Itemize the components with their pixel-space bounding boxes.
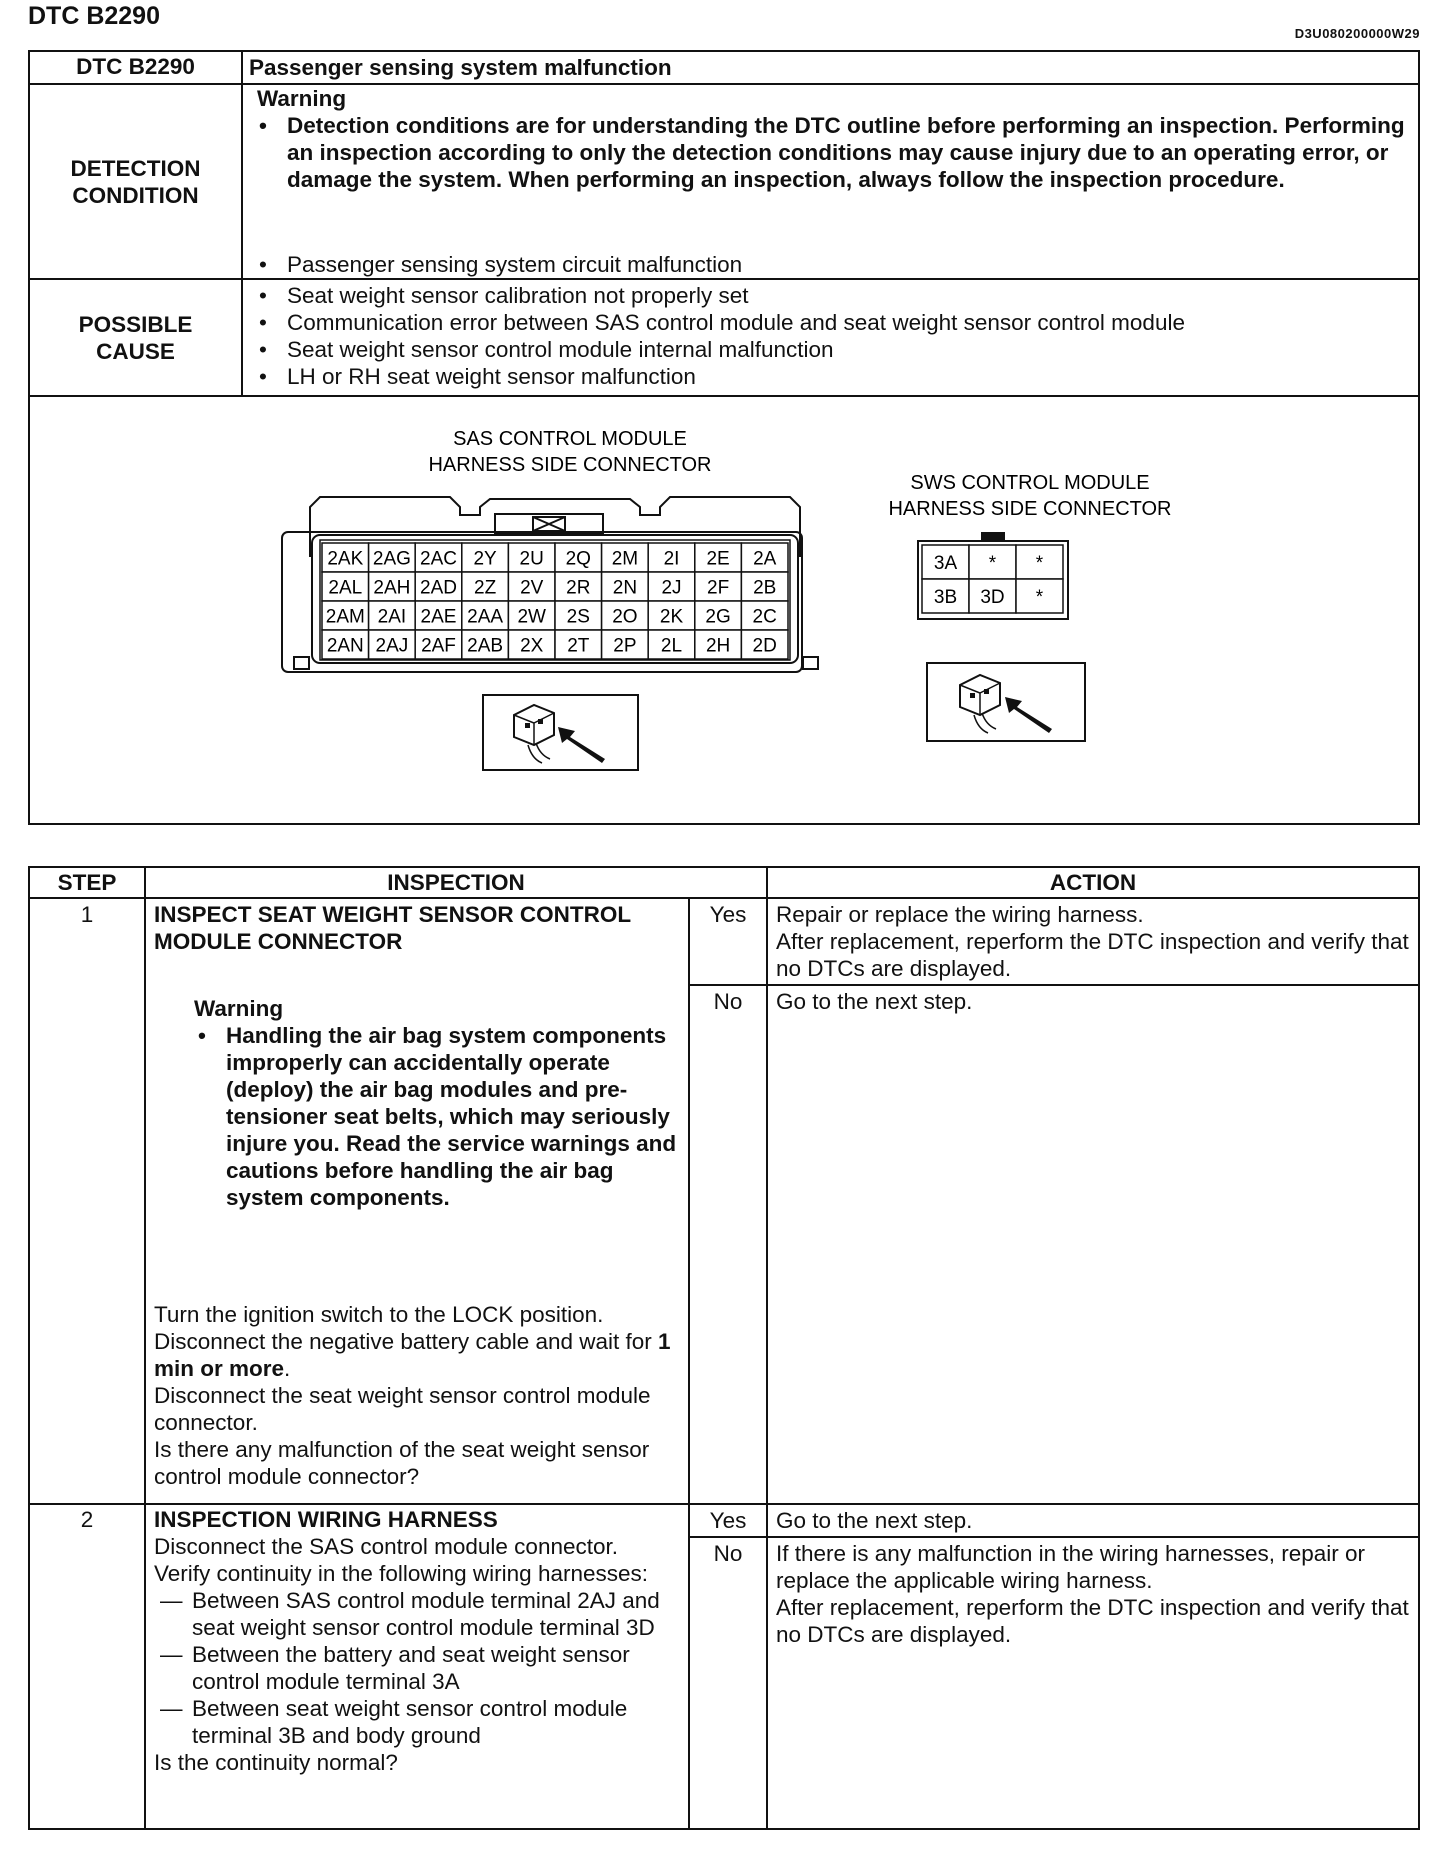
sws-title-line2: HARNESS SIDE CONNECTOR [888, 498, 1172, 520]
connector-diagram-cell [29, 396, 1419, 824]
sas-terminal-label: 2X [520, 635, 544, 657]
step2-title: INSPECTION WIRING HARNESS [154, 1507, 498, 1532]
detection-item: • Passenger sensing system circuit malfunction [287, 251, 742, 278]
col-header-inspection: INSPECTION [145, 867, 767, 898]
sas-terminal-label: 2B [753, 577, 777, 599]
cause-item: • Communication error between SAS control module and seat weight sensor control module [287, 309, 1410, 336]
sas-terminal-label: 2AF [421, 635, 456, 657]
cause-item: • Seat weight sensor control module internal malfunction [287, 336, 1410, 363]
sws-terminal-grid [922, 545, 1063, 613]
connector-diagram [30, 397, 1418, 821]
dtc-code-cell: DTC B2290 [29, 51, 242, 84]
step2-no-label: No [689, 1537, 767, 1829]
sas-terminal-grid [322, 543, 788, 659]
sas-terminal-label: 2AK [327, 548, 364, 570]
sas-terminal-label: 2J [661, 577, 682, 599]
step2-number: 2 [29, 1504, 145, 1829]
step2-body-1: Disconnect the SAS control module connector. [154, 1534, 619, 1559]
sas-terminal-label: 2M [611, 548, 639, 570]
sas-terminal-label: 2AE [420, 606, 457, 628]
step1-warning-title: Warning [194, 996, 284, 1021]
sas-terminal-label: 2AN [326, 635, 364, 657]
step1-title: INSPECT SEAT WEIGHT SENSOR CONTROL MODULE CONNECTOR [154, 902, 631, 954]
sas-terminal-label: 2K [659, 606, 684, 628]
sas-terminal-label: 2S [566, 606, 590, 628]
sas-terminal-label: 2AM [325, 606, 365, 628]
cause-label-line2: CAUSE [96, 338, 175, 364]
sws-terminal-label: 3D [980, 586, 1005, 608]
sws-terminal-label: 3A [933, 552, 958, 574]
possible-cause-cell [242, 279, 1419, 396]
sas-terminal-label: 2AL [328, 577, 363, 599]
possible-cause-list [257, 282, 1410, 390]
step2-yes-action: Go to the next step. [767, 1504, 1419, 1537]
sas-terminal-label: 2Z [474, 577, 497, 599]
step1-body-1: Turn the ignition switch to the LOCK position. [154, 1302, 604, 1327]
step1-warning-text: • Handling the air bag system components improperly can accidentally operate (deploy) the air bag modules and pre-tensioner seat belts, which may seriously injure you. Read the service warnings and cautions before handling the air bag system components. [226, 1022, 680, 1211]
page-title: DTC B2290 [28, 2, 160, 30]
document-code: D3U080200000W29 [1294, 26, 1420, 41]
col-header-step: STEP [29, 867, 145, 898]
step2-harness-item: — Between SAS control module terminal 2AJ and seat weight sensor control module terminal 3D [154, 1587, 680, 1641]
sas-terminal-label: 2E [706, 548, 730, 570]
sws-terminal-label: 3B [933, 586, 958, 608]
sas-terminal-label: 2T [567, 635, 590, 657]
sas-terminal-label: 2N [612, 577, 638, 599]
detection-item-list [257, 251, 742, 278]
sws-terminal-label: * [1035, 586, 1044, 608]
sas-terminal-label: 2AJ [375, 635, 409, 657]
sws-view-direction-icon [927, 663, 1085, 741]
sas-terminal-label: 2G [705, 606, 731, 628]
inspection-steps-table [28, 866, 1420, 1830]
step2-inspection-cell [145, 1504, 689, 1829]
sas-terminal-label: 2AA [467, 606, 504, 628]
detection-condition-cell [242, 84, 1419, 279]
sws-terminal-label: * [988, 552, 997, 574]
sas-terminal-label: 2D [752, 635, 777, 657]
step2-body-2: Verify continuity in the following wiring harnesses: [154, 1561, 649, 1586]
sas-title-line2: HARNESS SIDE CONNECTOR [428, 454, 712, 476]
detection-label-line2: CONDITION [72, 182, 199, 208]
sas-terminal-label: 2P [613, 635, 637, 657]
detection-label-line1: DETECTION [70, 155, 201, 181]
col-header-action: ACTION [767, 867, 1419, 898]
sas-terminal-label: 2F [707, 577, 730, 599]
step2-no-action: If there is any malfunction in the wiring harnesses, repair or replace the applicable wiring harness. After replacement, reperform the DTC inspection and verify that no DTCs are displayed. [767, 1537, 1419, 1829]
dtc-description: Passenger sensing system malfunction [242, 51, 1419, 84]
step2-question: Is the continuity normal? [154, 1750, 398, 1775]
step1-no-action: Go to the next step. [767, 985, 1419, 1504]
cause-label-line1: POSSIBLE [78, 311, 193, 337]
detection-warning-list [257, 112, 1410, 193]
cause-item: • LH or RH seat weight sensor malfunction [287, 363, 1410, 390]
sws-title-line1: SWS CONTROL MODULE [910, 472, 1150, 494]
step1-number: 1 [29, 898, 145, 1504]
step1-yes-action: Repair or replace the wiring harness. After replacement, reperform the DTC inspection and verify that no DTCs are displayed. [767, 898, 1419, 985]
detection-condition-label [29, 84, 242, 279]
sas-terminal-label: 2AG [372, 548, 411, 570]
sas-terminal-label: 2Y [473, 548, 497, 570]
detection-warning-title: Warning [257, 86, 347, 111]
step1-body-2: Disconnect the negative battery cable and wait for 1 min or more. [154, 1329, 671, 1381]
sas-terminal-label: 2A [753, 548, 777, 570]
step1-question: Is there any malfunction of the seat weight sensor control module connector? [154, 1437, 650, 1489]
dtc-summary-table [28, 50, 1420, 825]
sas-terminal-label: 2AI [377, 606, 407, 628]
sas-terminal-label: 2W [517, 606, 546, 628]
sas-terminal-label: 2AB [467, 635, 504, 657]
step2-yes-label: Yes [689, 1504, 767, 1537]
detection-warning-text: • Detection conditions are for understanding the DTC outline before performing an inspection. Performing an inspection according to only the detection conditions may cause injury due to an operating error, or damage the system. When performing an inspection, always follow the inspection procedure. [287, 112, 1410, 193]
sas-terminal-label: 2R [566, 577, 591, 599]
step2-harness-item: — Between seat weight sensor control module terminal 3B and body ground [154, 1695, 680, 1749]
sas-title-line1: SAS CONTROL MODULE [453, 428, 687, 450]
step1-body-3: Disconnect the seat weight sensor control module connector. [154, 1383, 651, 1435]
sas-terminal-label: 2V [520, 577, 544, 599]
sas-terminal-label: 2C [752, 606, 777, 628]
sas-terminal-label: 2Q [565, 548, 591, 570]
sas-terminal-label: 2U [519, 548, 544, 570]
sas-terminal-label: 2O [612, 606, 638, 628]
sas-terminal-label: 2H [705, 635, 731, 657]
step1-inspection-cell [145, 898, 689, 1504]
sas-terminal-label: 2I [663, 548, 680, 570]
step1-warning-list [154, 1022, 680, 1211]
sas-terminal-label: 2AC [420, 548, 457, 570]
step1-yes-label: Yes [689, 898, 767, 985]
sas-terminal-label: 2L [660, 635, 683, 657]
sas-terminal-label: 2AH [373, 577, 411, 599]
cause-item: • Seat weight sensor calibration not properly set [287, 282, 1410, 309]
step2-harness-list [154, 1587, 680, 1749]
step1-no-label: No [689, 985, 767, 1504]
sas-terminal-label: 2AD [420, 577, 457, 599]
sws-terminal-label: * [1035, 552, 1044, 574]
step2-harness-item: — Between the battery and seat weight sensor control module terminal 3A [154, 1641, 680, 1695]
possible-cause-label [29, 279, 242, 396]
sas-view-direction-icon [483, 695, 638, 770]
